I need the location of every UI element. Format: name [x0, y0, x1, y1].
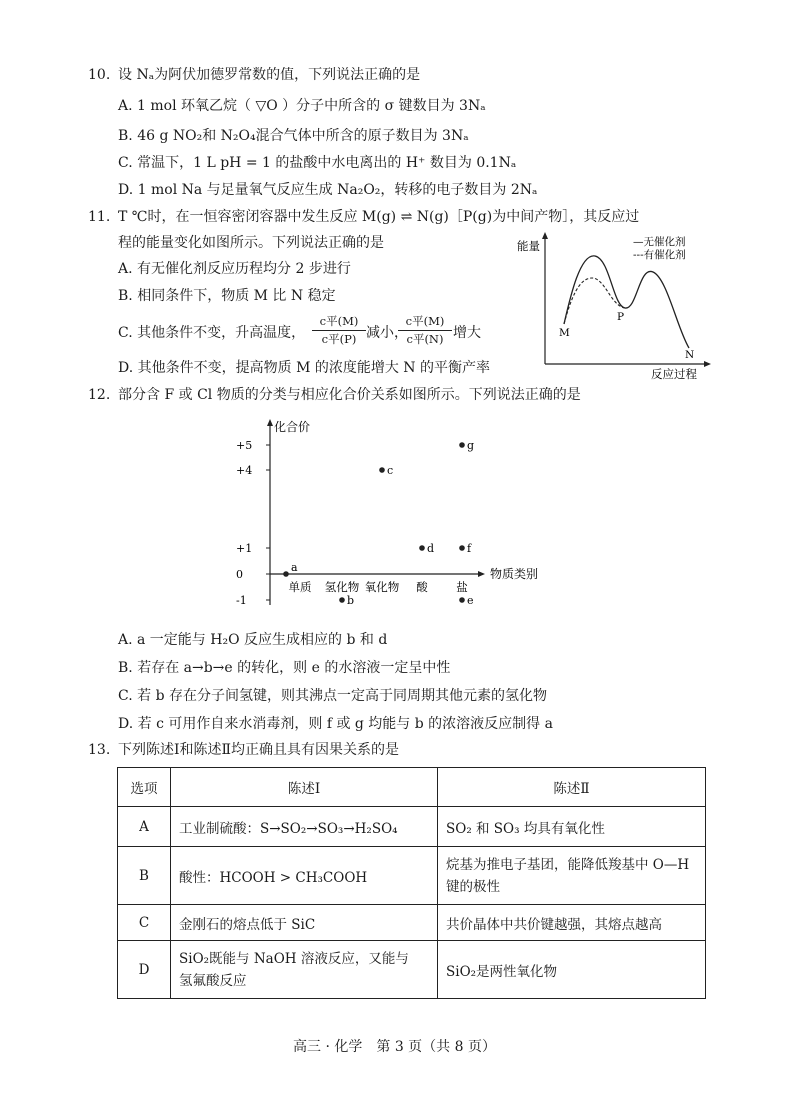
data-point-label-d: d [427, 542, 435, 555]
data-point-b [339, 597, 345, 603]
q12-number: 12. [88, 387, 111, 403]
data-point-label-e: e [467, 594, 474, 607]
data-point-a [283, 571, 289, 577]
table-row [118, 807, 706, 847]
data-point-e [459, 597, 465, 603]
energy-xlabel: 反应过程 [651, 367, 697, 380]
q12-option-b: B. 若存在 a→b→e 的转化，则 e 的水溶液一定呈中性 [118, 660, 451, 676]
x-category-label: 氧化物 [364, 580, 400, 594]
row-statement-1-line2: 氢氟酸反应 [179, 972, 247, 989]
point-n-label: N [685, 349, 695, 361]
header-option: 选项 [118, 768, 171, 807]
q11-fraction-1-num: c平(M) [319, 314, 359, 328]
x-category-label: 酸 [416, 580, 428, 594]
q11-option-d: D. 其他条件不变，提高物质 M 的浓度能增大 N 的平衡产率 [118, 360, 491, 376]
q12-option-d: D. 若 c 可用作自来水消毒剂，则 f 或 g 均能与 b 的浓溶液反应制得 a [118, 716, 553, 732]
row-statement-1: 金刚石的熔点低于 SiC [171, 905, 438, 941]
header-statement-1: 陈述Ⅰ [171, 768, 438, 807]
page-footer: 高三 · 化学 第 3 页（共 8 页） [293, 1039, 496, 1055]
valence-chart [230, 415, 560, 615]
energy-diagram [515, 228, 715, 380]
q11-fraction-2-num: c平(M) [405, 314, 445, 328]
q10-number: 10. [88, 67, 111, 83]
row-statement-2: SO₂ 和 SO₃ 均具有氧化性 [438, 807, 706, 847]
row-statement-1 [171, 941, 438, 999]
data-point-c [379, 467, 385, 473]
q10-option-a: A. 1 mol 环氧乙烷（ ▽O ）分子中所含的 σ 键数目为 3Nₐ [118, 98, 486, 114]
table-row [118, 847, 706, 905]
energy-y-arrow [542, 232, 548, 239]
q11-option-b: B. 相同条件下，物质 M 比 N 稳定 [118, 288, 336, 304]
q11-fraction-2 [398, 313, 452, 348]
x-category-label: 单质 [288, 580, 312, 594]
table-row [118, 941, 706, 999]
q11-option-c-suffix: 增大 [453, 325, 481, 341]
x-category-label: 盐 [456, 580, 468, 594]
row-option: C [118, 905, 171, 941]
q13-number: 13. [88, 742, 111, 758]
y-tick-label: -1 [236, 594, 247, 607]
data-point-d [419, 545, 425, 551]
q11-stem-line2: 程的能量变化如图所示。下列说法正确的是 [118, 235, 384, 251]
point-p-label: P [617, 311, 625, 323]
row-statement-2-line2: 键的极性 [446, 878, 500, 895]
curve-catalyst [564, 278, 625, 324]
q11-fraction-1 [312, 313, 366, 348]
data-point-label-f: f [467, 542, 472, 555]
row-statement-2 [438, 847, 706, 905]
data-point-label-g: g [467, 439, 475, 452]
legend-dashed: ---有催化剂 [633, 249, 686, 261]
y-tick-label: +5 [236, 439, 253, 452]
valence-xlabel: 物质类别 [490, 567, 539, 581]
valence-x-arrow [478, 571, 485, 577]
row-statement-2: 共价晶体中共价键越强，其熔点越高 [438, 905, 706, 941]
q10-stem: 设 Nₐ为阿伏加德罗常数的值，下列说法正确的是 [118, 67, 421, 83]
row-statement-1: 酸性：HCOOH > CH₃COOH [171, 847, 438, 905]
curve-no-catalyst [564, 256, 689, 348]
x-category-label: 氢化物 [324, 580, 360, 594]
q13-stem: 下列陈述Ⅰ和陈述Ⅱ均正确且具有因果关系的是 [118, 742, 400, 758]
q10-option-b: B. 46 g NO₂和 N₂O₄混合气体中所含的原子数目为 3Nₐ [118, 128, 469, 144]
q11-option-a: A. 有无催化剂反应历程均分 2 步进行 [118, 261, 351, 277]
valence-y-arrow [267, 419, 273, 426]
q13-table [117, 767, 706, 999]
row-option: B [118, 847, 171, 905]
y-tick-label: 0 [236, 568, 243, 581]
row-statement-2: SiO₂是两性氧化物 [438, 941, 706, 999]
data-point-label-c: c [387, 464, 394, 477]
q11-fraction-2-den: c平(N) [398, 330, 452, 348]
q10-option-d: D. 1 mol Na 与足量氧气反应生成 Na₂O₂，转移的电子数目为 2Nₐ [118, 182, 538, 198]
row-statement-2-line1: 烷基为推电子基团，能降低羧基中 O—H [446, 856, 690, 873]
data-point-g [459, 442, 465, 448]
valence-ylabel: 化合价 [274, 420, 311, 434]
table-row [118, 905, 706, 941]
legend-solid: —无催化剂 [633, 236, 686, 248]
q12-option-a: A. a 一定能与 H₂O 反应生成相应的 b 和 d [118, 632, 388, 648]
q11-number: 11. [88, 209, 111, 225]
y-tick-label: +1 [236, 542, 253, 555]
q12-option-c: C. 若 b 存在分子间氢键，则其沸点一定高于同周期其他元素的氢化物 [118, 688, 547, 704]
energy-x-arrow [704, 361, 711, 367]
data-point-label-b: b [347, 594, 355, 607]
header-statement-2: 陈述Ⅱ [438, 768, 706, 807]
row-statement-1: 工业制硫酸：S→SO₂→SO₃→H₂SO₄ [171, 807, 438, 847]
q11-option-c-prefix: C. 其他条件不变，升高温度， [118, 325, 306, 341]
row-option: A [118, 807, 171, 847]
q10-option-c: C. 常温下，1 L pH = 1 的盐酸中水电离出的 H⁺ 数目为 0.1Nₐ [118, 155, 517, 171]
q11-stem-line1: T ℃时，在一恒容密闭容器中发生反应 M(g) ⇌ N(g)［P(g)为中间产物］，其反应过 [118, 209, 640, 225]
q11-option-c-mid: 减小， [366, 325, 408, 341]
row-statement-1-line1: SiO₂既能与 NaOH 溶液反应，又能与 [179, 950, 409, 967]
row-option: D [118, 941, 171, 999]
point-m-label: M [559, 327, 570, 339]
q12-stem: 部分含 F 或 Cl 物质的分类与相应化合价关系如图所示。下列说法正确的是 [118, 387, 581, 403]
y-tick-label: +4 [236, 464, 253, 477]
q11-fraction-1-den: c平(P) [312, 330, 366, 348]
data-point-label-a: a [291, 561, 298, 574]
data-point-f [459, 545, 465, 551]
q13-table-header [118, 768, 706, 807]
energy-ylabel: 能量 [517, 239, 540, 253]
